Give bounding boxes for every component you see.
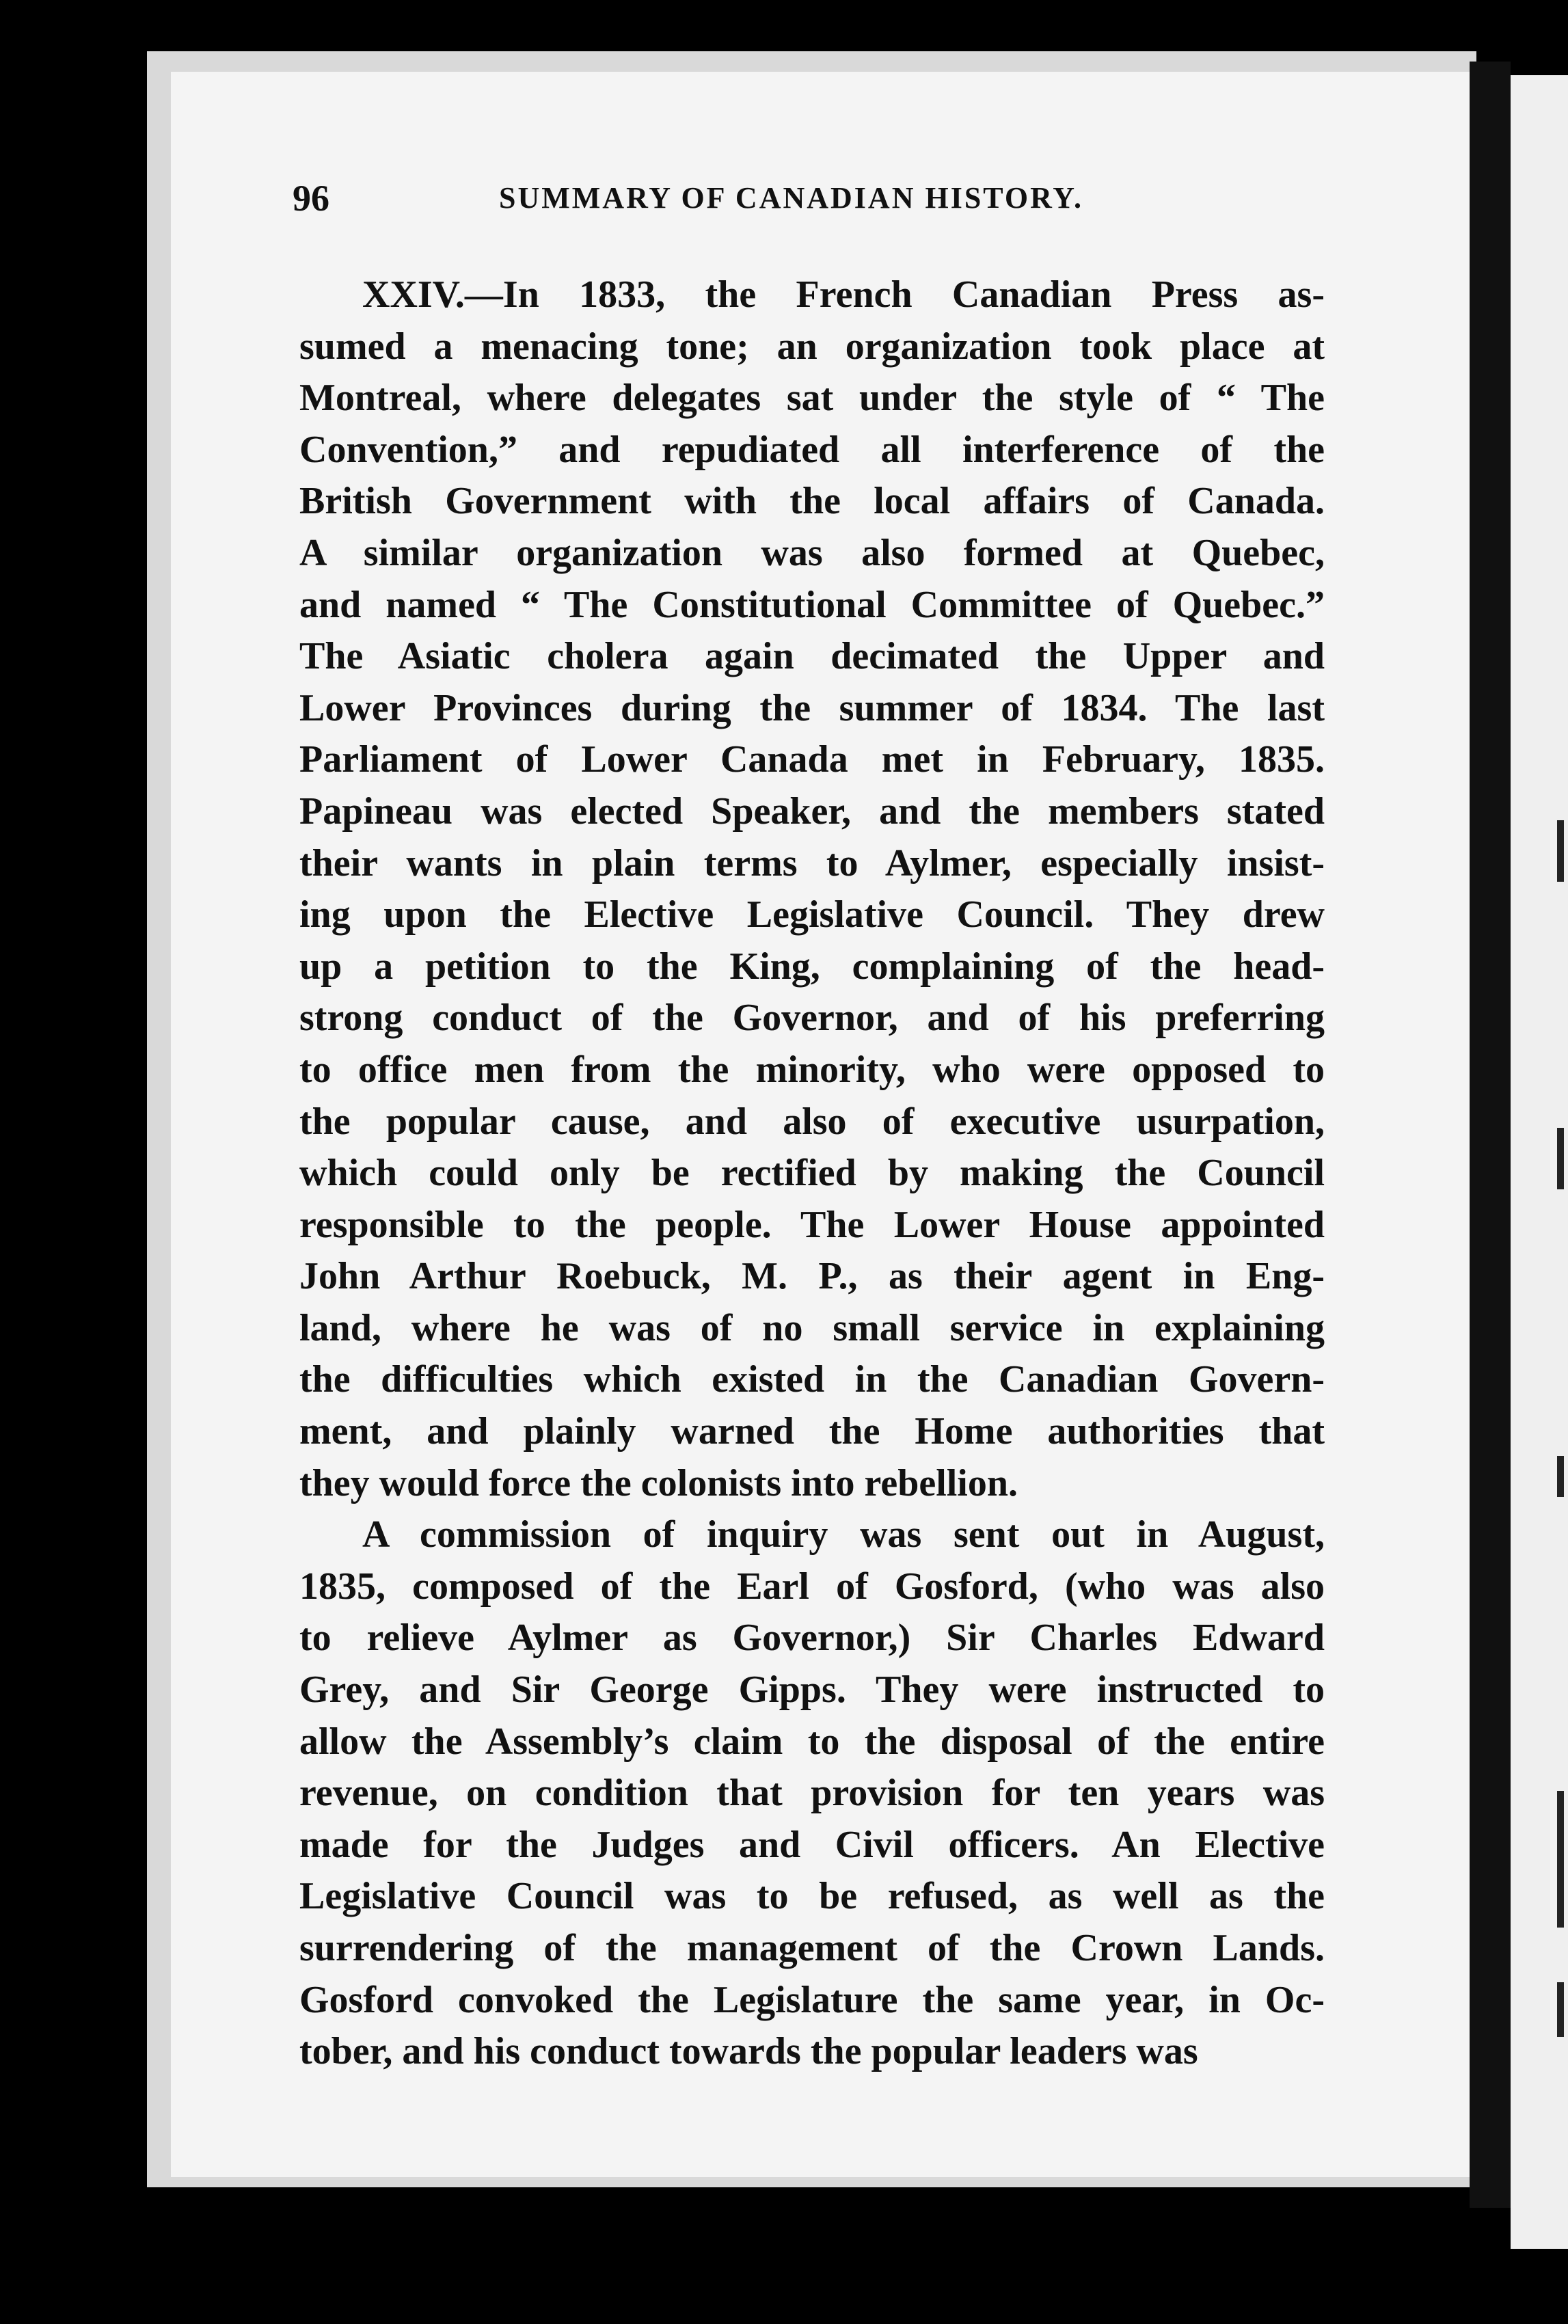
- text-line: the difficulties which existed in the Canadian Govern-: [299, 1358, 1325, 1401]
- adjacent-page-text-fragment: [1557, 1982, 1564, 2037]
- text-line: tober, and his conduct towards the popular leaders was: [299, 2030, 1198, 2073]
- text-line: Grey, and Sir George Gipps. They were instructed to: [299, 1668, 1325, 1712]
- text-line: ment, and plainly warned the Home authorities that: [299, 1410, 1325, 1453]
- paragraph-xxiv: [299, 269, 1325, 1509]
- text-line: XXIV.—In 1833, the French Canadian Press as-: [362, 273, 1325, 316]
- text-line: The Asiatic cholera again decimated the Upper and: [299, 635, 1325, 678]
- text-line: A similar organization was also formed at Quebec,: [299, 531, 1325, 574]
- adjacent-page-text-fragment: [1557, 1128, 1564, 1189]
- text-line: strong conduct of the Governor, and of his preferring: [299, 997, 1325, 1040]
- paragraph-commission: [299, 1509, 1325, 2078]
- text-line: Papineau was elected Speaker, and the members stated: [299, 789, 1325, 833]
- text-line: sumed a menacing tone; an organization took place at: [299, 325, 1325, 368]
- adjacent-page-text-fragment: [1557, 1791, 1564, 1928]
- gutter-shadow: [1470, 62, 1511, 2208]
- text-line: to office men from the minority, who were opposed to: [299, 1048, 1325, 1091]
- text-line: which could only be rectified by making the Council: [299, 1152, 1325, 1195]
- text-line: surrendering of the management of the Crown Lands.: [299, 1927, 1325, 1969]
- text-line: and named “ The Constitutional Committee of Quebec.”: [299, 583, 1325, 626]
- text-line: Lower Provinces during the summer of 1834. The last: [299, 686, 1325, 729]
- text-line: made for the Judges and Civil officers. An Elective: [299, 1823, 1325, 1866]
- text-line: Gosford convoked the Legislature the same year, in Oc-: [299, 1978, 1325, 2021]
- running-title: SUMMARY OF CANADIAN HISTORY.: [499, 181, 1084, 215]
- text-line: their wants in plain terms to Aylmer, especially insist-: [299, 841, 1325, 884]
- text-line: they would force the colonists into rebellion.: [299, 1461, 1018, 1504]
- text-line: A commission of inquiry was sent out in August,: [362, 1513, 1325, 1556]
- text-line: the popular cause, and also of executive usurpation,: [299, 1100, 1325, 1143]
- text-line: ing upon the Elective Legislative Council. They drew: [299, 893, 1325, 936]
- text-line: up a petition to the King, complaining of the head-: [299, 945, 1325, 988]
- adjacent-page-text-fragment: [1557, 820, 1564, 882]
- text-line: Legislative Council was to be refused, as well as the: [299, 1875, 1325, 1918]
- page-number: 96: [293, 178, 329, 219]
- text-line: Convention,” and repudiated all interference of the: [299, 428, 1325, 471]
- text-line: Montreal, where delegates sat under the style of “ The: [299, 377, 1325, 420]
- body-text: [299, 269, 1325, 2078]
- running-head: [293, 174, 1332, 222]
- text-line: responsible to the people. The Lower House appointed: [299, 1203, 1325, 1246]
- text-line: Parliament of Lower Canada met in February, 1835.: [299, 738, 1325, 781]
- text-line: to relieve Aylmer as Governor,) Sir Charles Edward: [299, 1617, 1325, 1660]
- text-line: revenue, on condition that provision for ten years was: [299, 1772, 1325, 1815]
- text-line: land, where he was of no small service in explaining: [299, 1306, 1325, 1349]
- text-line: John Arthur Roebuck, M. P., as their agent in Eng-: [299, 1255, 1325, 1298]
- adjacent-page-text-fragment: [1557, 1456, 1564, 1497]
- text-line: British Government with the local affairs of Canada.: [299, 480, 1325, 523]
- text-line: allow the Assembly’s claim to the disposal of the entire: [299, 1720, 1325, 1763]
- text-line: 1835, composed of the Earl of Gosford, (who was also: [299, 1565, 1325, 1608]
